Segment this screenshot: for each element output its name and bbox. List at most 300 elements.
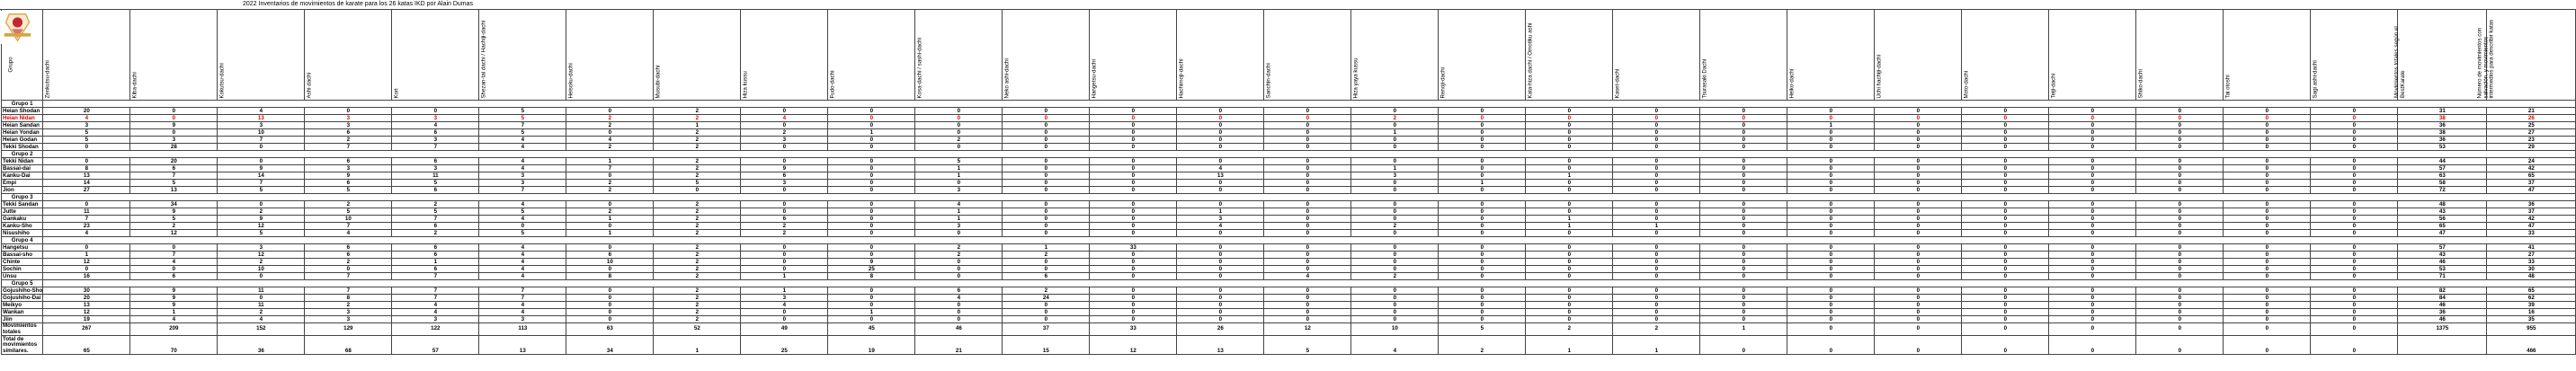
table-row	[2, 230, 2576, 237]
cell-value: 2	[654, 309, 741, 316]
cell-value: 0	[2049, 165, 2136, 172]
cell-value: 0	[828, 137, 915, 144]
cell-value: 2	[1003, 252, 1090, 259]
cell-value: 0	[1003, 165, 1090, 172]
cell-value: 0	[2136, 122, 2224, 129]
cell-value: 0	[1090, 108, 1177, 115]
total-value: 1	[1613, 336, 1700, 355]
cell-value: 3	[305, 122, 392, 129]
total-value: 1	[1700, 323, 1787, 336]
cell-value: 0	[2311, 137, 2398, 144]
cell-value: 20	[43, 295, 130, 302]
header-col-8: Hiza kussu	[741, 10, 828, 101]
cell-value: 0	[1351, 244, 1439, 252]
cell-value: 0	[828, 316, 915, 323]
cell-value: 1	[1003, 244, 1090, 252]
cell-value: 6	[130, 273, 218, 280]
cell-value: 0	[1787, 180, 1875, 187]
cell-value: 36	[2487, 201, 2576, 208]
cell-value: 1	[43, 252, 130, 259]
cell-value: 0	[1526, 309, 1613, 316]
cell-value: 4	[43, 115, 130, 122]
cell-value: 4	[479, 252, 566, 259]
cell-value: 0	[1787, 244, 1875, 252]
table-row	[2, 165, 2576, 172]
cell-value: 0	[1875, 266, 1962, 273]
cell-value: 0	[1177, 180, 1264, 187]
cell-value: 0	[741, 316, 828, 323]
cell-value: 3	[741, 180, 828, 187]
cell-value: 0	[1875, 302, 1962, 309]
total-value: 57	[392, 336, 479, 355]
cell-value: 0	[1875, 165, 1962, 172]
cell-value: 9	[828, 259, 915, 266]
cell-value: 0	[1875, 273, 1962, 280]
cell-value: 0	[1003, 187, 1090, 194]
total-value: 122	[392, 323, 479, 336]
cell-value: 1	[566, 158, 654, 165]
cell-value: 2	[218, 208, 305, 216]
cell-value: 0	[2136, 144, 2224, 151]
cell-value: 0	[2224, 266, 2311, 273]
cell-value: 0	[1351, 252, 1439, 259]
cell-value: 0	[566, 129, 654, 137]
cell-value: 0	[1700, 223, 1787, 230]
cell-value: 4	[915, 201, 1003, 208]
cell-value: 0	[1003, 108, 1090, 115]
cell-value: 1	[1526, 223, 1613, 230]
cell-value: 0	[566, 295, 654, 302]
cell-value: 0	[1003, 302, 1090, 309]
cell-value: 0	[1351, 108, 1439, 115]
cell-value: 0	[1003, 158, 1090, 165]
cell-value: 5	[915, 158, 1003, 165]
header-col-11: Neko ashi-dachi	[1003, 10, 1090, 101]
cell-value: 48	[2398, 201, 2487, 208]
header-col-17: Kata-hiza dachi / Omotiku ashi	[1526, 10, 1613, 101]
cell-value: 43	[2398, 252, 2487, 259]
header-col-2: Kokutsu-dachi	[218, 10, 305, 101]
cell-value: 7	[392, 216, 479, 223]
cell-value: 19	[43, 316, 130, 323]
cell-value: 0	[1875, 216, 1962, 223]
cell-value: 3	[479, 316, 566, 323]
total-value: 0	[1787, 336, 1875, 355]
cell-value: 6	[305, 129, 392, 137]
cell-value: 56	[2398, 216, 2487, 223]
cell-value: 0	[828, 302, 915, 309]
cell-value: 7	[130, 172, 218, 180]
cell-value: 0	[1787, 129, 1875, 137]
cell-value: 0	[2224, 172, 2311, 180]
cell-value: 0	[2049, 302, 2136, 309]
cell-value: 4	[741, 302, 828, 309]
total-value	[2398, 336, 2487, 355]
total-value: 49	[741, 323, 828, 336]
cell-value: 2	[654, 316, 741, 323]
cell-value: 0	[1090, 259, 1177, 266]
cell-value: 0	[1090, 137, 1177, 144]
cell-value: 0	[1177, 266, 1264, 273]
cell-value: 0	[2224, 158, 2311, 165]
cell-value: 0	[2224, 309, 2311, 316]
table-row	[2, 129, 2576, 137]
cell-value: 0	[1264, 144, 1351, 151]
cell-value: 1	[566, 216, 654, 223]
cell-value: 5	[130, 180, 218, 187]
table-row	[2, 287, 2576, 295]
cell-value: 3	[305, 165, 392, 172]
cell-value: 0	[1264, 115, 1351, 122]
cell-value: 0	[828, 108, 915, 115]
cell-value: 2	[654, 295, 741, 302]
kata-name: Heian Nidan	[2, 115, 43, 122]
cell-value: 0	[566, 302, 654, 309]
cell-value: 0	[2049, 316, 2136, 323]
cell-value: 5	[218, 230, 305, 237]
cell-value: 0	[1090, 287, 1177, 295]
table-row	[2, 252, 2576, 259]
cell-value: 0	[1875, 208, 1962, 216]
cell-value: 0	[1439, 259, 1526, 266]
cell-value: 0	[2136, 129, 2224, 137]
cell-value: 0	[1526, 287, 1613, 295]
cell-value: 0	[1264, 252, 1351, 259]
total-value: 0	[2136, 336, 2224, 355]
kata-name: Bassai-dai	[2, 165, 43, 172]
cell-value: 0	[2311, 252, 2398, 259]
cell-value: 0	[1177, 122, 1264, 129]
total-value: 1375	[2398, 323, 2487, 336]
cell-value: 0	[828, 122, 915, 129]
cell-value: 3	[305, 115, 392, 122]
header-col-3: Ashi dachi	[305, 10, 392, 101]
cell-value: 38	[2398, 115, 2487, 122]
cell-value: 0	[915, 309, 1003, 316]
cell-value: 0	[1003, 316, 1090, 323]
cell-value: 0	[2224, 201, 2311, 208]
cell-value: 12	[43, 259, 130, 266]
cell-value: 0	[915, 316, 1003, 323]
cell-value: 9	[218, 216, 305, 223]
cell-value: 36	[2398, 309, 2487, 316]
cell-value: 4	[1177, 165, 1264, 172]
cell-value: 5	[479, 115, 566, 122]
cell-value: 0	[1439, 295, 1526, 302]
similar-row-label: Total de movimientos similares.	[2, 336, 43, 355]
cell-value: 0	[1526, 316, 1613, 323]
cell-value: 0	[1787, 259, 1875, 266]
cell-value: 1	[1439, 180, 1526, 187]
table-row	[2, 266, 2576, 273]
cell-value: 0	[1264, 122, 1351, 129]
total-value: 70	[130, 336, 218, 355]
cell-value: 0	[2136, 223, 2224, 230]
cell-value: 5	[392, 180, 479, 187]
cell-value: 2	[654, 259, 741, 266]
total-value: 12	[1264, 323, 1351, 336]
cell-value: 0	[828, 201, 915, 208]
cell-value: 0	[915, 266, 1003, 273]
cell-value: 0	[1439, 208, 1526, 216]
cell-value: 25	[828, 266, 915, 273]
cell-value: 0	[2311, 287, 2398, 295]
cell-value: 13	[43, 172, 130, 180]
cell-value: 0	[1787, 115, 1875, 122]
kata-name: Meikyo	[2, 302, 43, 309]
cell-value: 0	[1875, 309, 1962, 316]
cell-value: 4	[218, 108, 305, 115]
cell-value: 0	[1090, 129, 1177, 137]
group-row	[2, 194, 2576, 201]
cell-value: 5	[305, 187, 392, 194]
cell-value: 6	[392, 129, 479, 137]
cell-value: 12	[218, 252, 305, 259]
karate-association-logo	[1, 11, 34, 44]
cell-value: 20	[130, 158, 218, 165]
cell-value: 0	[1962, 223, 2049, 230]
cell-value: 0	[1875, 144, 1962, 151]
cell-value: 0	[1875, 108, 1962, 115]
cell-value: 57	[2398, 244, 2487, 252]
cell-value: 0	[2224, 216, 2311, 223]
cell-value: 0	[1439, 266, 1526, 273]
cell-value: 0	[2224, 316, 2311, 323]
group-label: Grupo 5	[2, 280, 43, 287]
cell-value: 0	[2049, 129, 2136, 137]
cell-value: 0	[1700, 273, 1787, 280]
cell-value: 0	[741, 201, 828, 208]
cell-value: 1	[1351, 165, 1439, 172]
cell-value: 0	[1439, 302, 1526, 309]
cell-value: 0	[1090, 302, 1177, 309]
cell-value: 0	[305, 108, 392, 115]
cell-value: 0	[2224, 273, 2311, 280]
cell-value: 0	[1526, 259, 1613, 266]
cell-value: 0	[1439, 223, 1526, 230]
cell-value: 43	[2398, 208, 2487, 216]
cell-value: 0	[741, 122, 828, 129]
cell-value: 0	[1787, 201, 1875, 208]
kata-name: Hangetsu	[2, 244, 43, 252]
cell-value: 0	[1264, 180, 1351, 187]
cell-value: 0	[1962, 158, 2049, 165]
cell-value: 0	[1003, 172, 1090, 180]
cell-value: 0	[1090, 266, 1177, 273]
cell-value: 4	[479, 266, 566, 273]
cell-value: 0	[43, 244, 130, 252]
cell-value: 0	[1351, 287, 1439, 295]
cell-value: 1	[1787, 122, 1875, 129]
total-value: 52	[654, 323, 741, 336]
cell-value: 0	[2049, 137, 2136, 144]
cell-value: 0	[1090, 187, 1177, 194]
total-value: 0	[2311, 336, 2398, 355]
cell-value: 0	[741, 158, 828, 165]
cell-value: 0	[566, 201, 654, 208]
cell-value: 0	[1090, 316, 1177, 323]
cell-value: 5	[654, 180, 741, 187]
cell-value: 0	[218, 273, 305, 280]
cell-value: 28	[130, 144, 218, 151]
cell-value: 0	[1177, 287, 1264, 295]
cell-value: 0	[2049, 180, 2136, 187]
cell-value: 0	[2311, 302, 2398, 309]
total-value: 26	[1177, 323, 1264, 336]
cell-value: 2	[654, 208, 741, 216]
cell-value: 2	[1003, 287, 1090, 295]
cell-value: 6	[1003, 273, 1090, 280]
cell-value: 0	[1962, 230, 2049, 237]
cell-value: 0	[1613, 108, 1700, 115]
kata-name: Gojushiho-Dai	[2, 295, 43, 302]
cell-value: 0	[2224, 208, 2311, 216]
total-value: 37	[1003, 323, 1090, 336]
cell-value: 0	[2311, 223, 2398, 230]
cell-value: 6	[392, 223, 479, 230]
cell-value: 2	[1351, 273, 1439, 280]
cell-value: 5	[392, 208, 479, 216]
cell-value: 65	[2487, 172, 2576, 180]
cell-value: 0	[2136, 252, 2224, 259]
cell-value: 2	[218, 259, 305, 266]
total-value: 0	[2311, 323, 2398, 336]
total-value: 1	[654, 336, 741, 355]
cell-value: 0	[1700, 172, 1787, 180]
cell-value: 1	[741, 273, 828, 280]
cell-value: 0	[1003, 144, 1090, 151]
cell-value: 0	[1962, 137, 2049, 144]
cell-value: 0	[2049, 266, 2136, 273]
cell-value: 0	[1613, 129, 1700, 137]
total-value: 19	[828, 336, 915, 355]
cell-value: 5	[479, 108, 566, 115]
cell-value: 8	[43, 165, 130, 172]
cell-value: 0	[130, 129, 218, 137]
kata-name: Tekki Sandan	[2, 201, 43, 208]
cell-value: 0	[1787, 144, 1875, 151]
cell-value: 0	[741, 252, 828, 259]
cell-value: 0	[566, 172, 654, 180]
header-col-20: Heiko-dachi	[1787, 10, 1875, 101]
cell-value: 0	[1787, 165, 1875, 172]
cell-value: 2	[741, 230, 828, 237]
total-value: 955	[2487, 323, 2576, 336]
cell-value: 0	[741, 244, 828, 252]
cell-value: 0	[1875, 244, 1962, 252]
cell-value: 0	[2049, 295, 2136, 302]
kata-name: Heian Shodan	[2, 108, 43, 115]
cell-value: 6	[130, 165, 218, 172]
cell-value: 2	[218, 309, 305, 316]
kata-name: Heian Yondan	[2, 129, 43, 137]
total-value: 21	[915, 336, 1003, 355]
group-row	[2, 280, 2576, 287]
header-col-28: Número de movimientos con salvación, y movimientos intermedios para describir katas	[2487, 10, 2576, 101]
total-value: 36	[218, 336, 305, 355]
cell-value: 6	[392, 244, 479, 252]
cell-value: 0	[1613, 266, 1700, 273]
cell-value: 27	[2487, 252, 2576, 259]
cell-value: 0	[2311, 244, 2398, 252]
cell-value: 0	[1613, 295, 1700, 302]
cell-value: 9	[130, 287, 218, 295]
cell-value: 0	[1439, 230, 1526, 237]
table-row	[2, 273, 2576, 280]
cell-value: 0	[828, 223, 915, 230]
total-value: 152	[218, 323, 305, 336]
cell-value: 1	[915, 216, 1003, 223]
cell-value: 34	[130, 201, 218, 208]
cell-value: 0	[828, 158, 915, 165]
total-value: 0	[1962, 323, 2049, 336]
cell-value: 7	[305, 223, 392, 230]
cell-value: 0	[828, 208, 915, 216]
cell-value: 0	[2224, 144, 2311, 151]
kata-name: Jiin	[2, 316, 43, 323]
cell-value: 3	[392, 316, 479, 323]
cell-value: 7	[305, 287, 392, 295]
cell-value: 0	[1526, 165, 1613, 172]
cell-value: 0	[2311, 180, 2398, 187]
cell-value: 0	[1526, 187, 1613, 194]
cell-value: 0	[1613, 230, 1700, 237]
cell-value: 6	[392, 158, 479, 165]
cell-value: 0	[1526, 144, 1613, 151]
cell-value: 0	[1962, 129, 2049, 137]
cell-value: 2	[566, 208, 654, 216]
cell-value: 0	[1875, 259, 1962, 266]
cell-value: 0	[2224, 122, 2311, 129]
cell-value: 0	[130, 108, 218, 115]
cell-value: 0	[1439, 122, 1526, 129]
header-col-6: Heisoku-dachi	[566, 10, 654, 101]
cell-value: 21	[2487, 108, 2576, 115]
cell-value: 0	[1613, 144, 1700, 151]
cell-value: 0	[828, 287, 915, 295]
cell-value: 4	[43, 230, 130, 237]
cell-value: 1	[1177, 208, 1264, 216]
cell-value: 0	[2049, 230, 2136, 237]
cell-value: 0	[2136, 230, 2224, 237]
cell-value: 0	[1787, 273, 1875, 280]
cell-value: 5	[305, 208, 392, 216]
cell-value: 0	[1613, 302, 1700, 309]
cell-value: 0	[2136, 201, 2224, 208]
cell-value: 0	[1177, 309, 1264, 316]
cell-value: 0	[1526, 115, 1613, 122]
cell-value: 0	[915, 302, 1003, 309]
cell-value: 0	[2311, 316, 2398, 323]
cell-value: 0	[1787, 287, 1875, 295]
cell-value: 0	[1090, 252, 1177, 259]
cell-value: 0	[1439, 273, 1526, 280]
header-grupo: Grupo	[2, 10, 43, 101]
cell-value: 0	[1090, 230, 1177, 237]
cell-value: 3	[43, 122, 130, 129]
cell-value: 9	[741, 165, 828, 172]
cell-value: 3	[479, 172, 566, 180]
cell-value: 0	[1439, 201, 1526, 208]
group-filler	[43, 194, 2576, 201]
cell-value: 6	[305, 158, 392, 165]
cell-value: 0	[1177, 137, 1264, 144]
cell-value: 3	[1177, 216, 1264, 223]
cell-value: 0	[1700, 115, 1787, 122]
cell-value: 0	[2136, 273, 2224, 280]
cell-value: 0	[2224, 287, 2311, 295]
cell-value: 0	[1787, 223, 1875, 230]
